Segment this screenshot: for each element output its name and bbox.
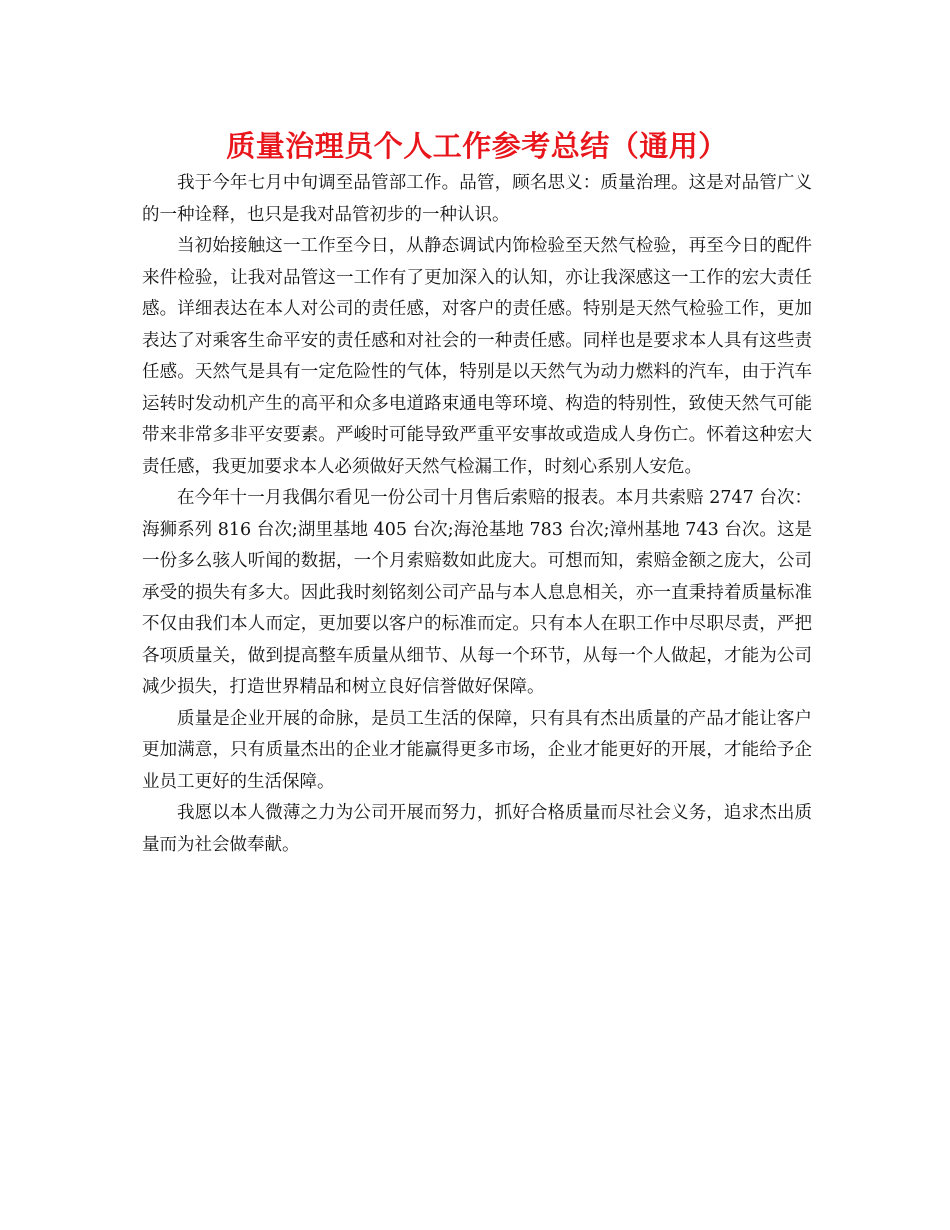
paragraph-5: 我愿以本人微薄之力为公司开展而努力，抓好合格质量而尽社会义务，追求杰出质量而为社会做奉献。 bbox=[142, 803, 812, 855]
paragraph-4: 质量是企业开展的命脉，是员工生活的保障，只有具有杰出质量的产品才能让客户更加满意，只有质量杰出的企业才能赢得更多市场，企业才能更好的开展，才能给予企业员工更好的生活保障。 bbox=[142, 708, 812, 792]
paragraph-2: 当初始接触这一工作至今日，从静态调试内饰检验至天然气检验，再至今日的配件来件检验，让我对品管这一工作有了更加深入的认知，亦让我深感这一工作的宏大责任感。详细表达在本人对公司的责任感，对客户的责任感。特别是天然气检验工作，更加表达了对乘客生命平安的责任感和对社会的一种责任感。同样也是要求本人具有这些责任感。天然气是具有一定危险性的气体，特别是以天然气为动力燃料的汽车，由于汽车运转时发动机产生的高平和众多电道路束通电等环境、构造的特别性，致使天然气可能带来非常多非平安要素。严峻时可能导致严重平安事故或造成人身伤亡。怀着这种宏大责任感，我更加要求本人必须做好天然气检漏工作，时刻心系别人安危。 bbox=[142, 236, 812, 477]
paragraph-3: 在今年十一月我偶尔看见一份公司十月售后索赔的报表。本月共索赔 2747 台次：海狮系列 816 台次;湖里基地 405 台次;海沧基地 783 台次;漳州基地 743 台次。这是一份多么骇人听闻的数据，一个月索赔数如此庞大。可想而知，索赔金额之庞大，公司承受的损失有多大。因此我时刻铭刻公司产品与本人息息相关，亦一直秉持着质量标准不仅由我们本人而定，更加要以客户的标准而定。只有本人在职工作中尽职尽责，严把各项质量关，做到提高整车质量从细节、从每一个环节，从每一个人做起，才能为公司减少损失，打造世界精品和树立良好信誉做好保障。 bbox=[142, 488, 812, 697]
document-title: 质量治理员个人工作参考总结（通用） bbox=[226, 129, 728, 163]
document-page bbox=[142, 124, 812, 861]
paragraph-1: 我于今年七月中旬调至品管部工作。品管，顾名思义：质量治理。这是对品管广义的一种诠释，也只是我对品管初步的一种认识。 bbox=[142, 173, 812, 225]
